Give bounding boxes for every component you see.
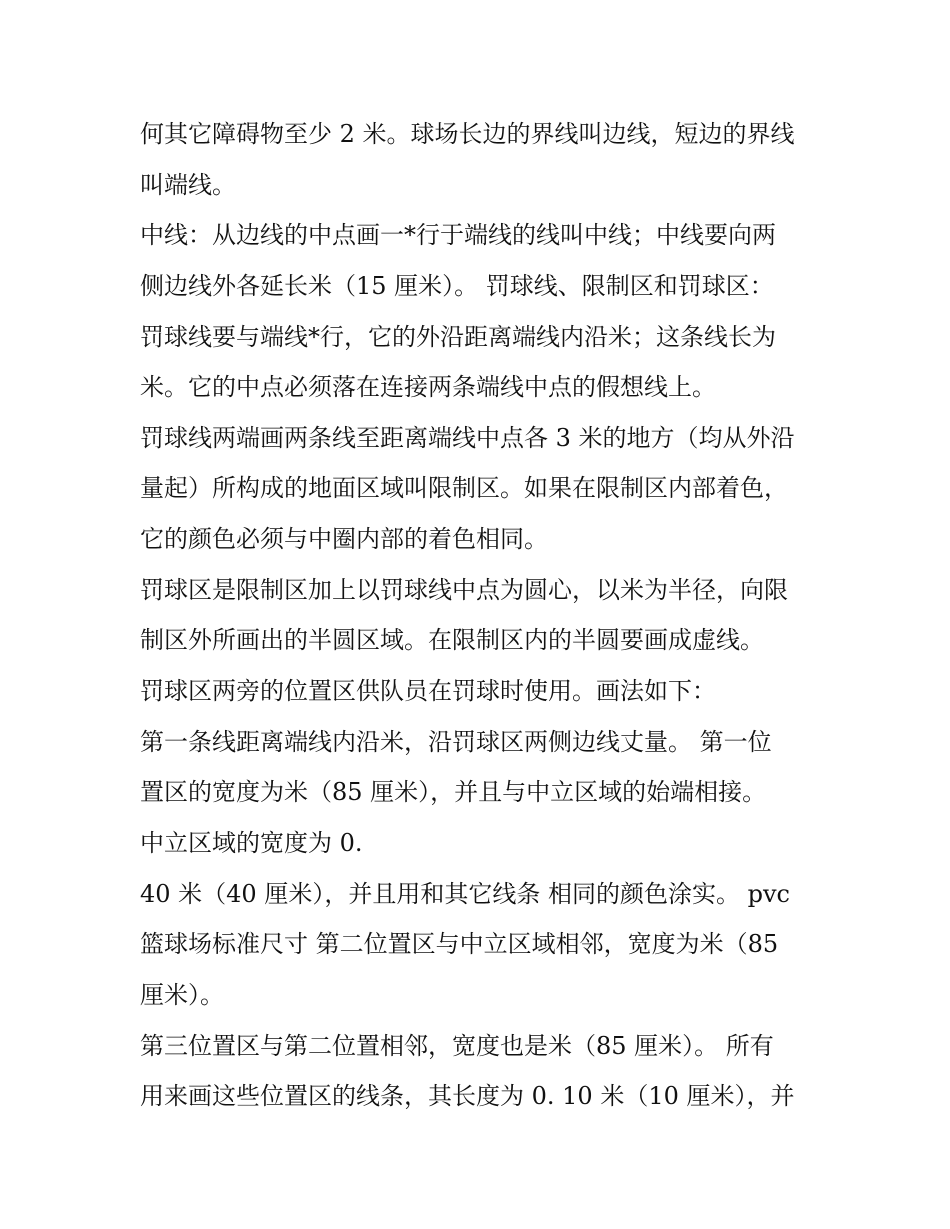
text-line: 它的颜色必须与中圈内部的着色相同。 bbox=[140, 525, 548, 554]
text-line: 量起）所构成的地面区域叫限制区。如果在限制区内部着色， bbox=[140, 474, 788, 503]
text-line: 第一条线距离端线内沿米，沿罚球区两侧边线丈量。 第一位 bbox=[140, 727, 772, 756]
text-line: 中线：从边线的中点画一*行于端线的线叫中线；中线要向两 bbox=[140, 221, 776, 250]
text-line: 置区的宽度为米（85 厘米），并且与中立区域的始端相接。 bbox=[140, 778, 767, 807]
text-line: 罚球区是限制区加上以罚球线中点为圆心，以米为半径，向限 bbox=[140, 575, 788, 604]
text-line: 40 米（40 厘米），并且用和其它线条 相同的颜色涂实。 pvc bbox=[140, 879, 790, 908]
text-line: 罚球线要与端线*行，它的外沿距离端线内沿米；这条线长为 bbox=[140, 322, 776, 351]
text-line: 用来画这些位置区的线条，其长度为 0. 10 米（10 厘米），并 bbox=[140, 1082, 795, 1111]
text-line: 罚球区两旁的位置区供队员在罚球时使用。画法如下： bbox=[140, 677, 716, 706]
text-line: 罚球线两端画两条线至距离端线中点各 3 米的地方（均从外沿 bbox=[140, 423, 795, 452]
text-line: 叫端线。 bbox=[140, 170, 236, 199]
text-line: 制区外所画出的半圆区域。在限制区内的半圆要画成虚线。 bbox=[140, 626, 764, 655]
text-line: 何其它障碍物至少 2 米。球场长边的界线叫边线，短边的界线 bbox=[140, 120, 795, 148]
body-text bbox=[140, 109, 820, 1122]
text-line: 中立区域的宽度为 0. bbox=[140, 828, 363, 857]
text-line: 篮球场标准尺寸 第二位置区与中立区域相邻，宽度为米（85 bbox=[140, 930, 779, 959]
text-line: 厘米）。 bbox=[140, 980, 224, 1009]
text-line: 米。它的中点必须落在连接两条端线中点的假想线上。 bbox=[140, 373, 716, 402]
text-line: 侧边线外各延长米（15 厘米）。 罚球线、限制区和罚球区： bbox=[140, 271, 774, 300]
text-line: 第三位置区与第二位置相邻，宽度也是米（85 厘米）。 所有 bbox=[140, 1031, 774, 1060]
